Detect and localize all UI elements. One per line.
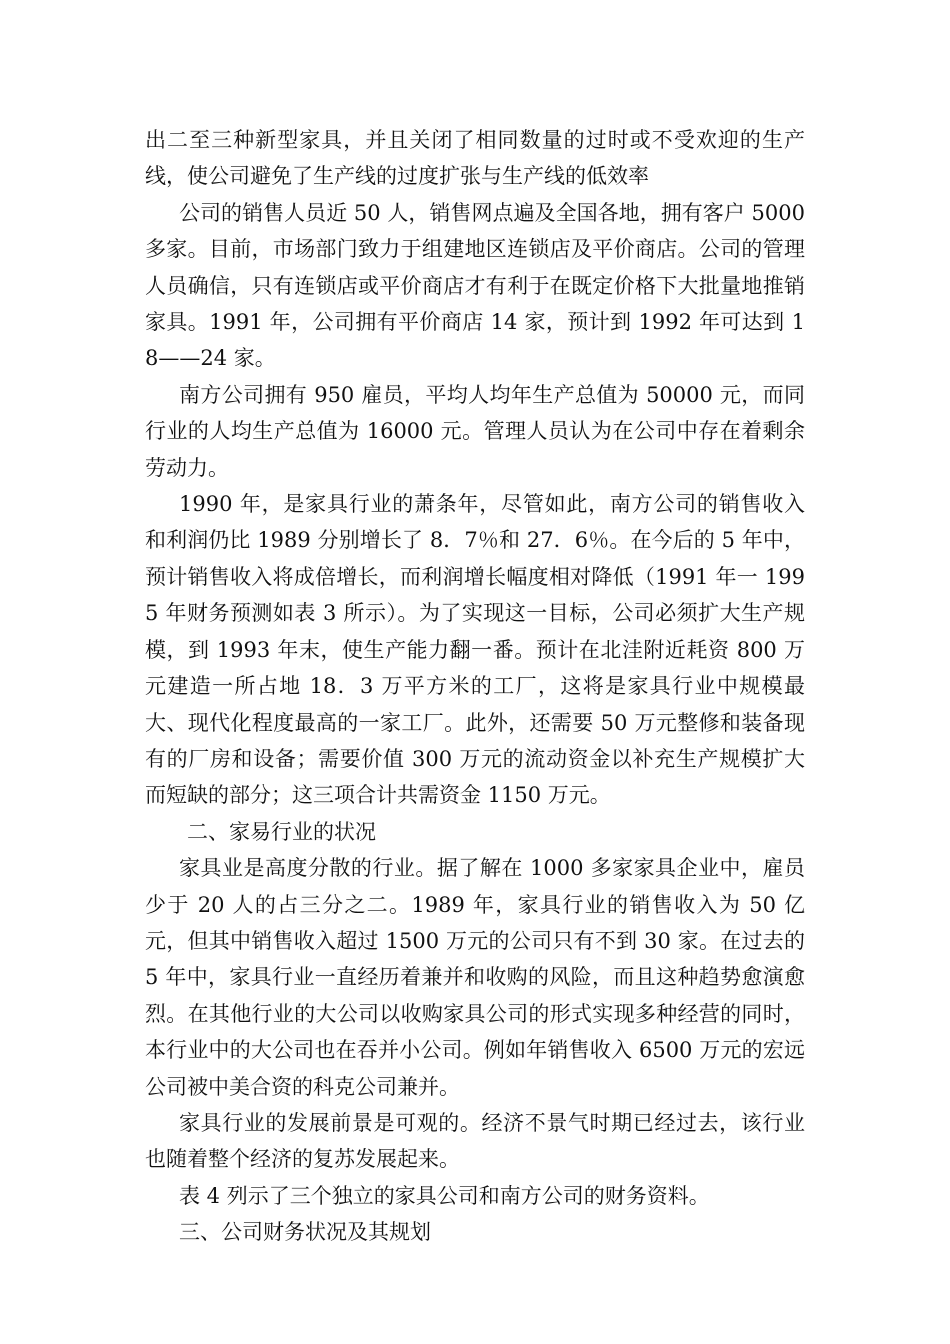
section-heading-industry: 二、家易行业的状况 <box>187 819 376 844</box>
section-heading-finance: 三、公司财务状况及其规划 <box>179 1220 431 1245</box>
paragraph-sales-network: 公司的销售人员近 50 人，销售网点遍及全国各地，拥有客户 5000 多家。目前，市场部门致力于组建地区连锁店及平价商店。公司的管理人员确信，只有连锁店或平价商店才有利于在既定价格下大批量地推销家具。1991 年，公司拥有平价商店 14 家，预计到 1992 年可达到 18——24 家。 <box>145 200 805 371</box>
paragraph-growth-plan: 1990 年，是家具行业的萧条年，尽管如此，南方公司的销售收入和利润仍比 1989 分别增长了 8．7％和 27．6％。在今后的 5 年中，预计销售收入将成倍增长，而利润增长幅度相对降低（1991 年一 1995 年财务预测如表 3 所示）。为了实现这一目标，公司必须扩大生产规模，到 1993 年末，使生产能力翻一番。预计在北洼附近耗资 800 万元建造一所占地 18．3 万平方米的工厂，这将是家具行业中规模最大、现代化程度最高的一家工厂。此外，还需要 50 万元整修和装备现有的厂房和设备；需要价值 300 万元的流动资金以补充生产规模扩大而短缺的部分；这三项合计共需资金 1150 万元。 <box>145 492 805 808</box>
paragraph-industry-outlook: 家具行业的发展前景是可观的。经济不景气时期已经过去，该行业也随着整个经济的复苏发展起来。 <box>145 1110 805 1172</box>
paragraph-employees: 南方公司拥有 950 雇员，平均人均年生产总值为 50000 元，而同行业的人均生产总值为 16000 元。管理人员认为在公司中存在着剩余劳动力。 <box>145 382 805 480</box>
paragraph-table-reference: 表 4 列示了三个独立的家具公司和南方公司的财务资料。 <box>179 1183 710 1208</box>
paragraph-production-lines: 出二至三种新型家具，并且关闭了相同数量的过时或不受欢迎的生产线，使公司避免了生产线的过度扩张与生产线的低效率 <box>145 128 805 189</box>
document-body <box>145 122 805 1251</box>
paragraph-industry-fragmented: 家具业是高度分散的行业。据了解在 1000 多家家具企业中，雇员少于 20 人的占三分之二。1989 年，家具行业的销售收入为 50 亿元，但其中销售收入超过 1500 万元的公司只有不到 30 家。在过去的 5 年中，家具行业一直经历着兼并和收购的风险，而且这种趋势愈演愈烈。在其他行业的大公司以收购家具公司的形式实现多种经营的同时，本行业中的大公司也在吞并小公司。例如年销售收入 6500 万元的宏远公司被中美合资的科克公司兼并。 <box>145 856 805 1099</box>
